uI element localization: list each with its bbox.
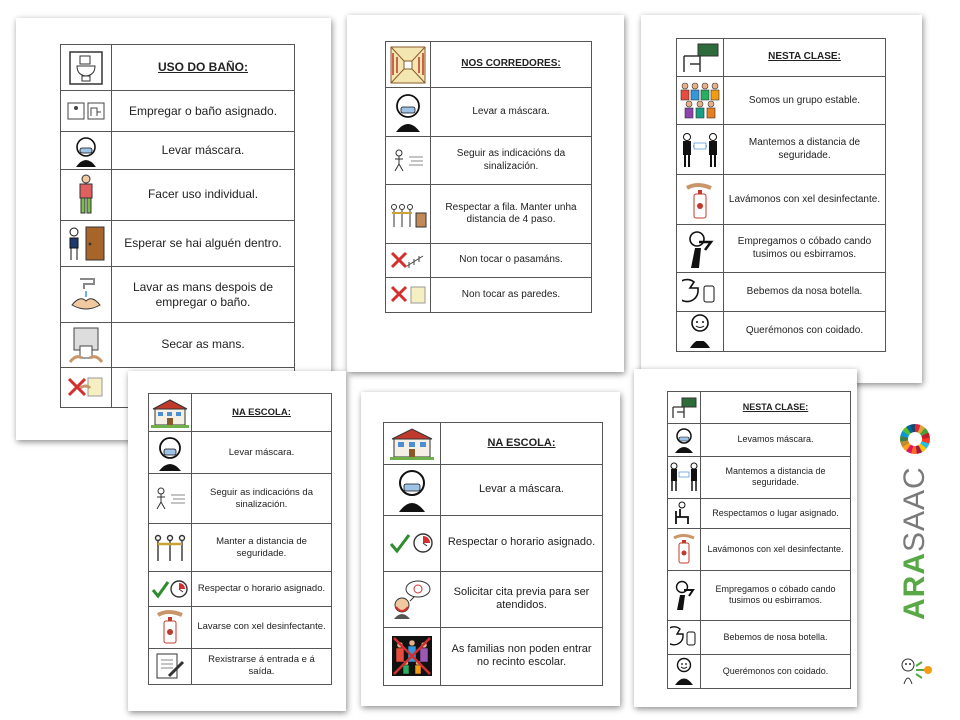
corredores-row: Seguir as indicacións da sinalización. — [386, 137, 591, 185]
bano-row: Levar máscara. — [61, 132, 294, 170]
card-na-escola-small — [128, 371, 346, 711]
person-with-mask-icon — [668, 424, 701, 455]
clase1-table — [676, 38, 886, 352]
corredores-header-row — [386, 42, 591, 88]
card-nesta-clase-top — [641, 15, 922, 383]
classroom-icon — [677, 39, 724, 76]
paper-towel-dispenser-icon — [61, 323, 112, 366]
self-care-icon — [677, 312, 724, 351]
escola2-row: Respectar o horario asignado. — [384, 516, 602, 572]
escola1-row: Lavarse con xel desinfectante. — [149, 607, 331, 649]
follow-signs-icon — [386, 137, 431, 184]
escola2-title: NA ESCOLA: — [487, 436, 556, 449]
sign-register-icon — [149, 649, 192, 684]
hand-sanitizer-icon — [668, 529, 701, 570]
bano-row: Empregar o baño asignado. — [61, 91, 294, 131]
escola1-row: Seguir as indicacións da sinalización. — [149, 474, 331, 524]
single-person-icon — [61, 170, 112, 219]
clase1-row: Bebemos da nosa botella. — [677, 273, 885, 311]
clase2-row: Lavámonos con xel desinfectante. — [668, 529, 850, 571]
distance-icon — [677, 125, 724, 174]
corredores-row: Non tocar as paredes. — [386, 278, 591, 312]
escola1-row: Rexistrarse á entrada e á saída. — [149, 649, 331, 684]
no-families-icon — [384, 628, 441, 685]
escola2-row: As familias non poden entrar no recinto escolar. — [384, 628, 602, 685]
toilet-icon — [61, 45, 112, 90]
clase1-title: NESTA CLASE: — [768, 51, 841, 63]
escola1-table — [148, 393, 332, 685]
card-nos-corredores — [347, 15, 624, 372]
escola1-row: Levar máscara. — [149, 432, 331, 474]
bano-row: Secar as mans. — [61, 323, 294, 367]
card-nesta-clase-bottom — [634, 369, 857, 707]
bano-row: Lavar as mans despois de empregar o baño. — [61, 267, 294, 323]
clase2-row: Mantemos a distancia de seguridade. — [668, 457, 850, 499]
school-building-icon — [149, 394, 192, 431]
no-handrail-icon — [386, 244, 431, 278]
clase2-row: Querémonos con coidado. — [668, 655, 850, 688]
person-with-mask-icon — [386, 88, 431, 135]
schedule-check-icon — [384, 516, 441, 571]
clase2-table — [667, 391, 851, 689]
escola2-row: Solicitar cita previa para ser atendidos. — [384, 572, 602, 628]
stable-group-icon — [677, 77, 724, 124]
card-na-escola-large — [361, 392, 620, 706]
clase2-row: Empregamos o cóbado cando tusimos ou esbirramos. — [668, 571, 850, 621]
corredores-table — [385, 41, 592, 313]
corredores-row: Levar a máscara. — [386, 88, 591, 136]
follow-signs-icon — [149, 474, 192, 523]
clase2-row: Bebemos de nosa botella. — [668, 621, 850, 655]
do-not-touch-icon — [61, 368, 112, 407]
bano-table — [60, 44, 295, 408]
bathroom-sign-icon — [61, 91, 112, 130]
cough-in-elbow-icon — [677, 225, 724, 272]
clase2-row: Levamos máscara. — [668, 424, 850, 456]
clase1-row: Somos un grupo estable. — [677, 77, 885, 125]
clase1-header-row — [677, 39, 885, 77]
distance-posts-icon — [149, 524, 192, 571]
arasaac-logo — [896, 420, 946, 690]
clase1-row: Empregamos o cóbado cando tusimos ou esbirramos. — [677, 225, 885, 273]
bano-title: USO DO BAÑO: — [158, 60, 248, 75]
clase1-row: Mantemos a distancia de seguridade. — [677, 125, 885, 175]
drink-own-bottle-icon — [677, 273, 724, 310]
person-with-mask-icon — [61, 132, 112, 169]
handwashing-icon — [61, 267, 112, 322]
bano-header-row — [61, 45, 294, 91]
clase2-row: Respectamos o lugar asignado. — [668, 499, 850, 529]
mascot-icon — [898, 656, 934, 686]
person-with-mask-icon — [149, 432, 192, 473]
escola2-header-row — [384, 423, 602, 465]
bano-row: Esperar se hai alguén dentro. — [61, 221, 294, 267]
escola1-row: Respectar o horario asignado. — [149, 572, 331, 606]
assigned-seat-icon — [668, 499, 701, 528]
escola2-table — [383, 422, 603, 686]
bano-row: Facer uso individual. — [61, 170, 294, 220]
sdg-ring-icon — [900, 424, 930, 454]
person-waiting-at-door-icon — [61, 221, 112, 266]
corridor-icon — [386, 42, 431, 87]
appointment-request-icon — [384, 572, 441, 627]
clase1-row: Lavámonos con xel desinfectante. — [677, 175, 885, 225]
corredores-row: Respectar a fila. Manter unha distancia de 4 paso. — [386, 185, 591, 243]
schedule-check-icon — [149, 572, 192, 605]
queue-icon — [386, 185, 431, 242]
escola1-row: Manter a distancia de seguridade. — [149, 524, 331, 572]
no-wall-touch-icon — [386, 278, 431, 312]
self-care-icon — [668, 655, 701, 688]
classroom-icon — [668, 392, 701, 423]
escola2-row: Levar a máscara. — [384, 465, 602, 515]
cough-in-elbow-icon — [668, 571, 701, 620]
distance-icon — [668, 457, 701, 498]
clase2-title: NESTA CLASE: — [742, 402, 809, 412]
school-building-icon — [384, 423, 441, 464]
escola1-title: NA ESCOLA: — [232, 406, 291, 418]
corredores-row: Non tocar o pasamáns. — [386, 244, 591, 279]
person-with-mask-icon — [384, 465, 441, 514]
clase1-row: Querémonos con coidado. — [677, 312, 885, 351]
escola1-header-row — [149, 394, 331, 432]
arasaac-wordmark: ARASAAC — [898, 466, 931, 620]
corredores-title: NOS CORREDORES: — [461, 58, 561, 70]
hand-sanitizer-icon — [677, 175, 724, 224]
clase2-header-row — [668, 392, 850, 424]
drink-own-bottle-icon — [668, 621, 701, 654]
hand-sanitizer-icon — [149, 607, 192, 648]
